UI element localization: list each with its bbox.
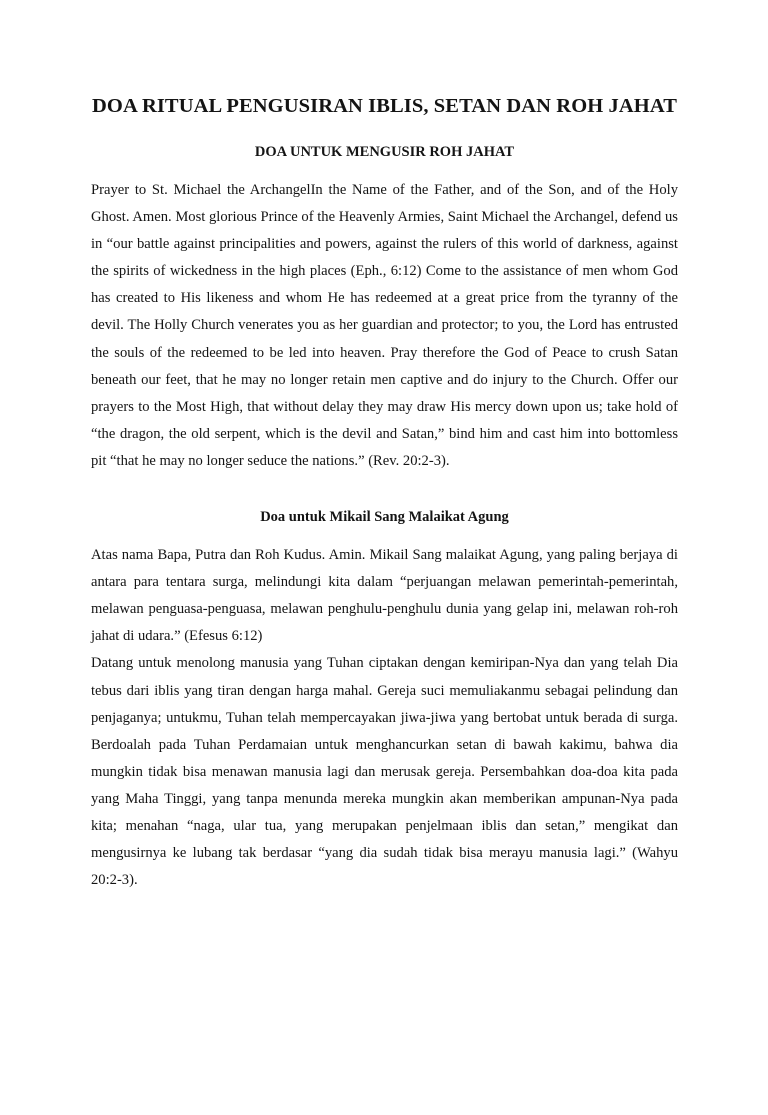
indonesian-prayer-paragraph-2: Datang untuk menolong manusia yang Tuhan ciptakan dengan kemiripan-Nya dan yang telah Dia tebus dari iblis yang tiran dengan harga mahal. Gereja suci memuliakanmu sebagai pelindung dan penjaganya; untukmu, Tuhan telah mempercayakan jiwa-jiwa yang bertobat untuk berada di surga. Berdoalah pada Tuhan Perdamaian untuk menghancurkan setan di bawah kakimu, bahwa dia mungkin tidak bisa menawan manusia lagi dan merusak gereja. Persembahkan doa-doa kita pada yang Maha Tinggi, yang tanpa menunda mereka mungkin akan memberikan ampunan-Nya pada kita; menahan “naga, ular tua, yang merupakan penjelmaan iblis dan setan,” mengikat dan mengusirnya ke lubang tak berdasar “yang dia sudah tidak bisa merayu manusia lagi.” (Wahyu 20:2-3). bbox=[91, 655, 678, 889]
section-heading-english-prayer: DOA UNTUK MENGUSIR ROH JAHAT bbox=[254, 144, 515, 160]
document-page bbox=[0, 91, 768, 1115]
section-heading-indonesian-prayer: Doa untuk Mikail Sang Malaikat Agung bbox=[260, 509, 509, 526]
english-prayer-paragraph: Prayer to St. Michael the ArchangelIn the Name of the Father, and of the Son, and of the Holy Ghost. Amen. Most glorious Prince of the Heavenly Armies, Saint Michael the Archangel, defend us in “our battle against principalities and powers, against the rulers of this world of darkness, against the spirits of wickedness in the high places (Eph., 6:12) Come to the assistance of men whom God has created to His likeness and whom He has redeemed at a great price from the tyranny of the devil. The Holly Church venerates you as her guardian and protector; to you, the Lord has entrusted the souls of the redeemed to be led into heaven. Pray therefore the God of Peace to crush Satan beneath our feet, that he may no longer retain men captive and do injury to the Church. Offer our prayers to the Most High, that without delay they may draw His mercy down upon us; take hold of “the dragon, the old serpent, which is the devil and Satan,” bind him and cast him into bottomless pit “that he may no longer seduce the nations.” (Rev. 20:2-3). bbox=[91, 182, 678, 469]
document-title: DOA RITUAL PENGUSIRAN IBLIS, SETAN DAN ROH JAHAT bbox=[92, 95, 677, 117]
indonesian-prayer-paragraph-1: Atas nama Bapa, Putra dan Roh Kudus. Amin. Mikail Sang malaikat Agung, yang paling berjaya di antara para tentara surga, melindungi kita dalam “perjuangan melawan pemerintah-pemerintah, melawan penguasa-penguasa, melawan penghulu-penghulu dunia yang gelap ini, melawan roh-roh jahat di udara.” (Efesus 6:12) bbox=[91, 547, 678, 645]
